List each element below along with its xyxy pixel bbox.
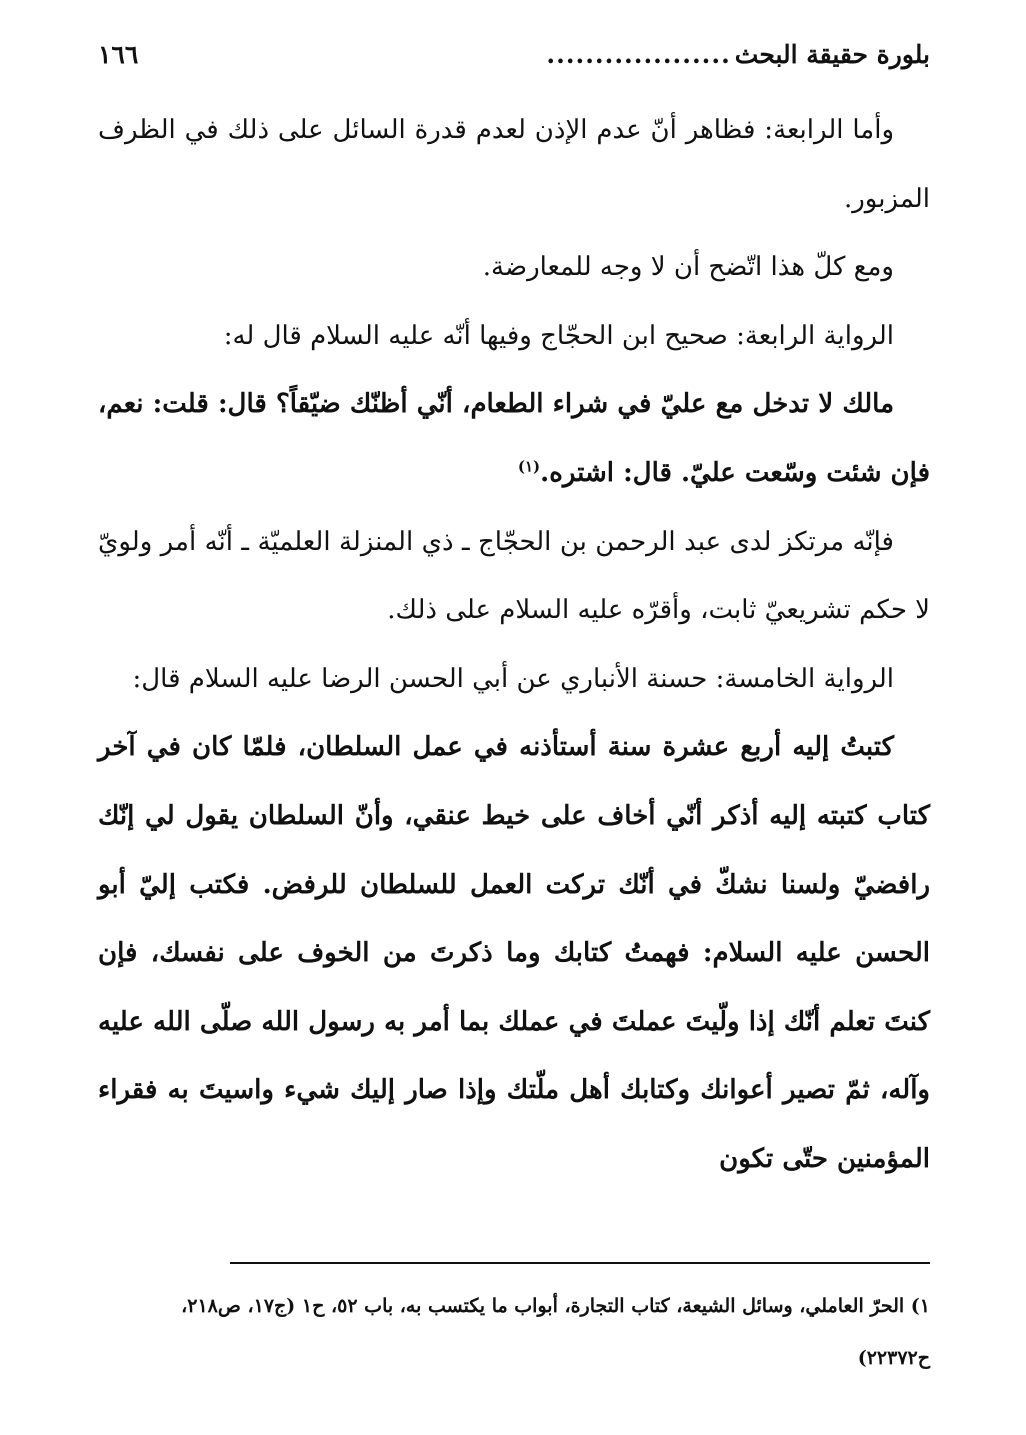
footnote xyxy=(98,1280,930,1384)
paragraph-fifth-narration-heading: الرواية الخامسة: حسنة الأنباري عن أبي الحسن الرضا عليه السلام قال: xyxy=(132,663,894,694)
running-head xyxy=(98,40,930,88)
paragraph-analysis: فإنّه مرتكز لدى عبد الرحمن بن الحجّاج ـ ذي المنزلة العلميّة ـ أنّه أمر ولويّ لا حكم تشريعيّ ثابت، وأقرّه عليه السلام على ذلك. xyxy=(98,526,930,626)
running-head-title: بلورة حقيقة البحث xyxy=(734,40,930,69)
footnote-reference[interactable]: (١) xyxy=(517,457,541,476)
footnote-separator xyxy=(230,1262,930,1264)
paragraph-fourth-narration-quote xyxy=(98,370,930,507)
paragraph-fourth-response: وأما الرابعة: فظاهر أنّ عدم الإذن لعدم قدرة السائل على ذلك في الظرف المزبور. xyxy=(98,115,930,214)
running-head-leader-dots: ................... xyxy=(546,40,731,69)
book-page xyxy=(98,40,930,1400)
quote-text: مالك لا تدخل مع عليّ في شراء الطعام، أنّي أظنّك ضيّقاً؟ قال: قلت: نعم، فإن شئت وسّعت عليّ. قال: اشتره. xyxy=(98,389,930,488)
paragraph-fifth-narration-quote: كتبتُ إليه أربع عشرة سنة أستأذنه في عمل السلطان، فلمّا كان في آخر كتاب كتبته إليه أذكر أنّي أخاف على خيط عنقي، وأنّ السلطان يقول لي إنّك رافضيّ ولسنا نشكّ في أنّك تركت العمل للسلطان للرفض. فكتب إليّ أبو الحسن عليه السلام: فهمتُ كتابك وما ذكرتَ من الخوف على نفسك، فإن كنتَ تعلم أنّك إذا ولّيتَ عملتَ في عملك بما أمر به رسول الله صلّى الله عليه وآله، ثمّ تصير أعوانك وكتابك أهل ملّتك وإذا صار إليك شيء واسيتَ به فقراء المؤمنين حتّى تكون xyxy=(98,732,930,1174)
footnote-line-2: ح٢٢٣٧٢) xyxy=(857,1347,930,1369)
body-text xyxy=(98,96,930,1194)
paragraph-fourth-narration-heading: الرواية الرابعة: صحيح ابن الحجّاج وفيها أنّه عليه السلام قال له: xyxy=(223,320,894,351)
page-number: ١٦٦ xyxy=(98,40,139,69)
footnote-line-1: ١) الحرّ العاملي، وسائل الشيعة، كتاب التجارة، أبواب ما يكتسب به، باب ٥٢، ح١ (ج١٧، ص٢١٨، xyxy=(181,1295,930,1317)
paragraph-conclusion: ومع كلّ هذا اتّضح أن لا وجه للمعارضة. xyxy=(482,252,894,283)
